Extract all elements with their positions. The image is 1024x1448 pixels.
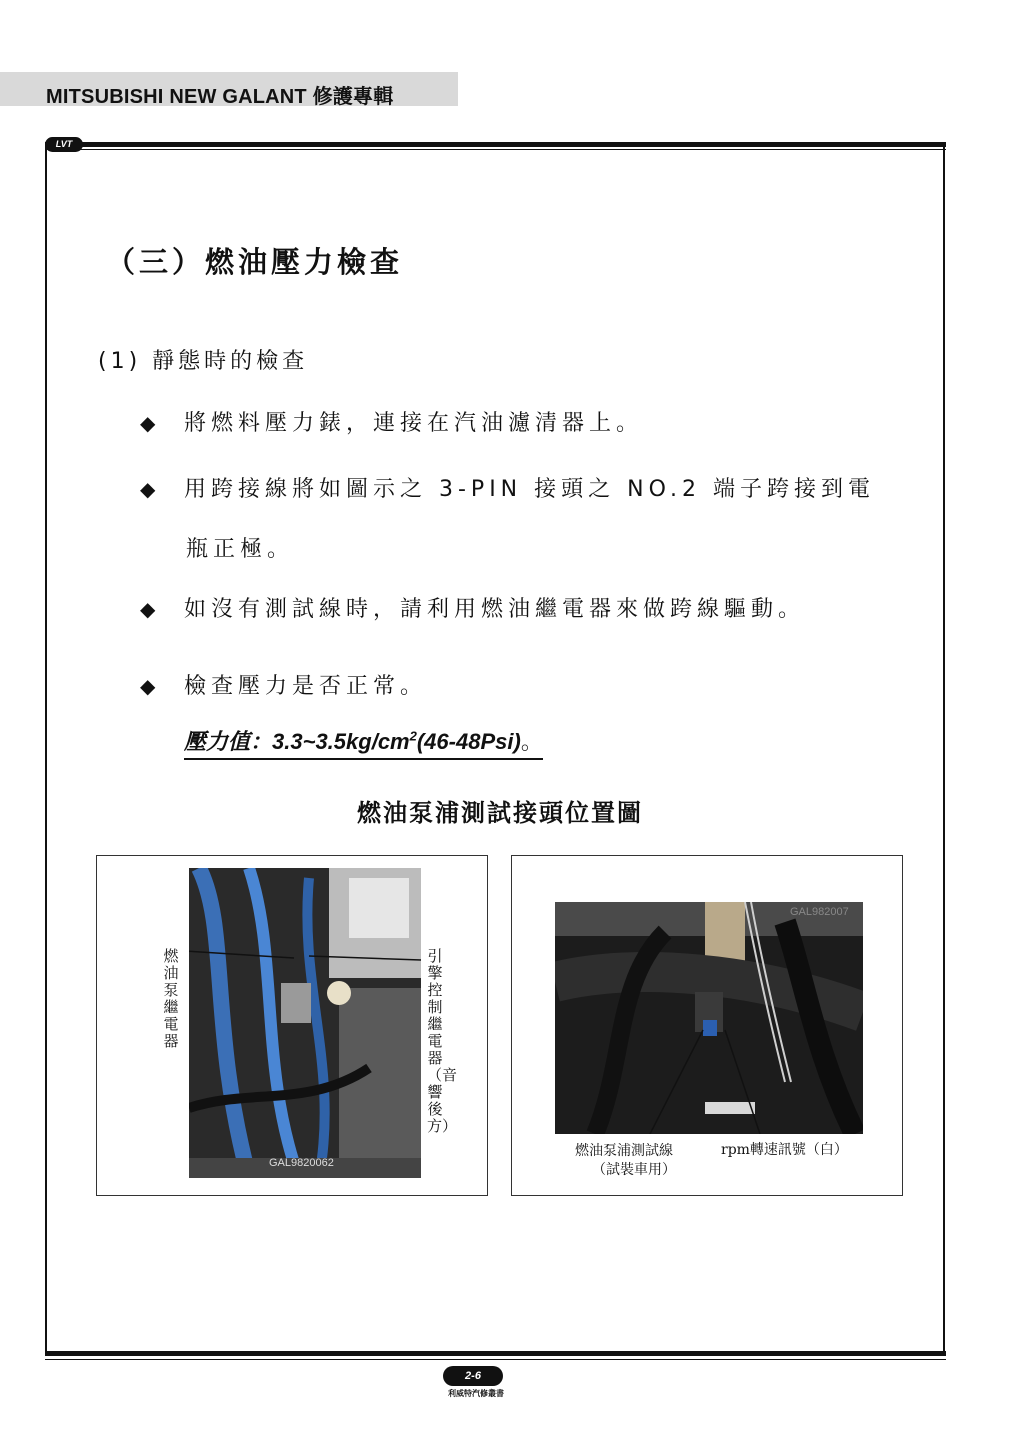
- header-title: MITSUBISHI NEW GALANT 修護專輯: [46, 86, 394, 108]
- bullet-item: [140, 408, 643, 439]
- diamond-icon: ◆: [140, 674, 156, 698]
- bullet-text: 如沒有測試線時，請利用燃油繼電器來做跨線驅動。: [184, 597, 806, 622]
- bullet-continuation: 瓶正極。: [186, 537, 295, 562]
- diamond-icon: ◆: [140, 477, 156, 501]
- label-fuel-pump-relay: 燃油泵繼電器: [163, 947, 179, 1050]
- bottom-rule-thin: [45, 1359, 946, 1360]
- label-engine-control-relay: 引擎控制繼電器（音響後方）: [427, 947, 458, 1135]
- bullet-item: [140, 594, 805, 625]
- section-title: （三）燃油壓力檢查: [106, 245, 404, 279]
- bullet-text: 檢查壓力是否正常。: [184, 674, 428, 699]
- top-rule: [45, 142, 946, 147]
- label-test-vehicle: （試裝車用）: [592, 1162, 676, 1178]
- figure-caption: 燃油泵浦測試接頭位置圖: [357, 799, 643, 827]
- spec-value: 3.3~3.5kg/cm: [272, 729, 410, 754]
- spec-end: 。: [520, 729, 543, 754]
- top-rule-thin: [45, 149, 946, 150]
- logo-badge: LVT: [45, 137, 83, 152]
- photo-code-left: GAL9820062: [269, 1157, 334, 1169]
- figure-left: [96, 855, 488, 1196]
- spec-value-suffix: (46-48Psi): [416, 729, 521, 754]
- figure-right: [511, 855, 903, 1196]
- sub-heading: (1) 靜態時的檢查: [98, 349, 309, 374]
- diamond-icon: ◆: [140, 411, 156, 435]
- label-fuel-pump-test-wire: 燃油泵浦測試線: [575, 1143, 673, 1159]
- pressure-spec: [184, 725, 543, 760]
- bullet-text: 將燃料壓力錶，連接在汽油濾清器上。: [184, 411, 644, 436]
- bullet-item: [140, 474, 875, 505]
- bullet-item: [140, 671, 427, 702]
- spec-superscript: 2: [409, 728, 417, 744]
- page-number: 2-6: [443, 1366, 503, 1386]
- spec-label: 壓力值：: [184, 730, 273, 755]
- engine-photo-left: [189, 868, 421, 1178]
- photo-code-right: GAL982007: [790, 906, 849, 918]
- publisher-mark: 利威特汽修叢書: [448, 1389, 504, 1398]
- diamond-icon: ◆: [140, 597, 156, 621]
- bullet-text: 用跨接線將如圖示之 3-PIN 接頭之 NO.2 端子跨接到電: [184, 477, 875, 502]
- label-rpm-signal: rpm轉速訊號（白）: [721, 1142, 848, 1158]
- bottom-rule: [45, 1351, 946, 1356]
- engine-photo-right: [555, 902, 863, 1134]
